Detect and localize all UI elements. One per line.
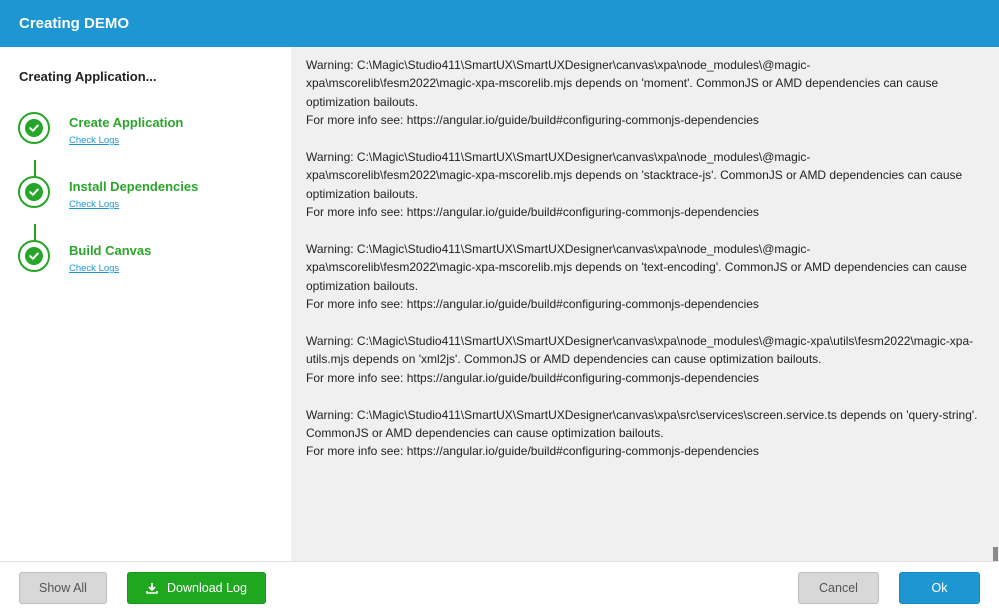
log-line: Warning: C:\Magic\Studio411\SmartUX\SmartUXDesigner\canvas\xpa\node_modules\@magic-	[306, 150, 811, 165]
log-entry	[306, 240, 982, 314]
check-icon	[25, 119, 43, 137]
log-line: For more info see: https://angular.io/guide/build#configuring-commonjs-dependencies	[306, 444, 759, 459]
check-logs-link[interactable]: Check Logs	[69, 199, 120, 210]
log-line: Warning: C:\Magic\Studio411\SmartUX\SmartUXDesigner\canvas\xpa\node_modules\@magic-xpa\utils\fesm2022\magic-xpa-	[306, 334, 974, 349]
step-title: Create Application	[69, 115, 184, 130]
log-line: xpa\mscorelib\fesm2022\magic-xpa-mscorelib.mjs depends on 'moment'. CommonJS or AMD dependencies can cause	[306, 76, 939, 91]
show-all-button[interactable]	[19, 572, 107, 604]
step-build-canvas	[18, 240, 288, 280]
log-output-panel[interactable]	[291, 47, 999, 561]
download-icon	[146, 582, 158, 594]
progress-heading: Creating Application...	[19, 69, 157, 84]
step-title: Install Dependencies	[69, 179, 199, 194]
download-log-button[interactable]	[127, 572, 266, 604]
progress-panel	[0, 47, 291, 561]
show-all-label: Show All	[39, 581, 87, 595]
check-icon	[25, 247, 43, 265]
log-line: optimization bailouts.	[306, 94, 419, 109]
log-line: optimization bailouts.	[306, 186, 419, 201]
log-line: Warning: C:\Magic\Studio411\SmartUX\SmartUXDesigner\canvas\xpa\src\services\screen.service.ts depends on 'query-string'.	[306, 407, 978, 422]
log-scrollbar-thumb[interactable]	[993, 547, 998, 561]
step-install-dependencies	[18, 176, 288, 216]
log-line: xpa\mscorelib\fesm2022\magic-xpa-mscorelib.mjs depends on 'stacktrace-js'. CommonJS or AMD dependencies can cause	[306, 168, 963, 183]
step-status-circle	[18, 176, 50, 208]
ok-label: Ok	[931, 581, 948, 595]
log-line: For more info see: https://angular.io/guide/build#configuring-commonjs-dependencies	[306, 205, 759, 220]
log-entry	[306, 332, 982, 387]
download-log-label: Download Log	[167, 581, 247, 595]
log-line: For more info see: https://angular.io/guide/build#configuring-commonjs-dependencies	[306, 297, 759, 312]
step-title: Build Canvas	[69, 243, 152, 258]
ok-button[interactable]	[899, 572, 980, 604]
check-logs-link[interactable]: Check Logs	[69, 135, 120, 146]
dialog-footer	[0, 561, 999, 608]
check-logs-link[interactable]: Check Logs	[69, 263, 120, 274]
log-line: For more info see: https://angular.io/guide/build#configuring-commonjs-dependencies	[306, 113, 759, 128]
log-line: For more info see: https://angular.io/guide/build#configuring-commonjs-dependencies	[306, 370, 759, 385]
log-content	[306, 56, 982, 479]
log-line: Warning: C:\Magic\Studio411\SmartUX\SmartUXDesigner\canvas\xpa\node_modules\@magic-	[306, 58, 811, 72]
log-entry	[306, 148, 982, 222]
log-entry	[306, 56, 982, 130]
step-status-circle	[18, 240, 50, 272]
dialog-title-bar	[0, 0, 999, 47]
cancel-label: Cancel	[819, 581, 858, 595]
step-create-application	[18, 112, 288, 152]
log-line: Warning: C:\Magic\Studio411\SmartUX\SmartUXDesigner\canvas\xpa\node_modules\@magic-	[306, 242, 811, 257]
dialog-title: Creating DEMO	[19, 15, 130, 32]
log-line: xpa\mscorelib\fesm2022\magic-xpa-mscorelib.mjs depends on 'text-encoding'. CommonJS or AMD dependencies can cause	[306, 260, 967, 275]
log-line: optimization bailouts.	[306, 278, 419, 293]
step-status-circle	[18, 112, 50, 144]
log-entry	[306, 406, 982, 461]
check-icon	[25, 183, 43, 201]
log-line: CommonJS or AMD dependencies can cause optimization bailouts.	[306, 426, 664, 441]
cancel-button[interactable]	[798, 572, 879, 604]
log-line: utils.mjs depends on 'xml2js'. CommonJS or AMD dependencies can cause optimization bailouts.	[306, 352, 822, 367]
